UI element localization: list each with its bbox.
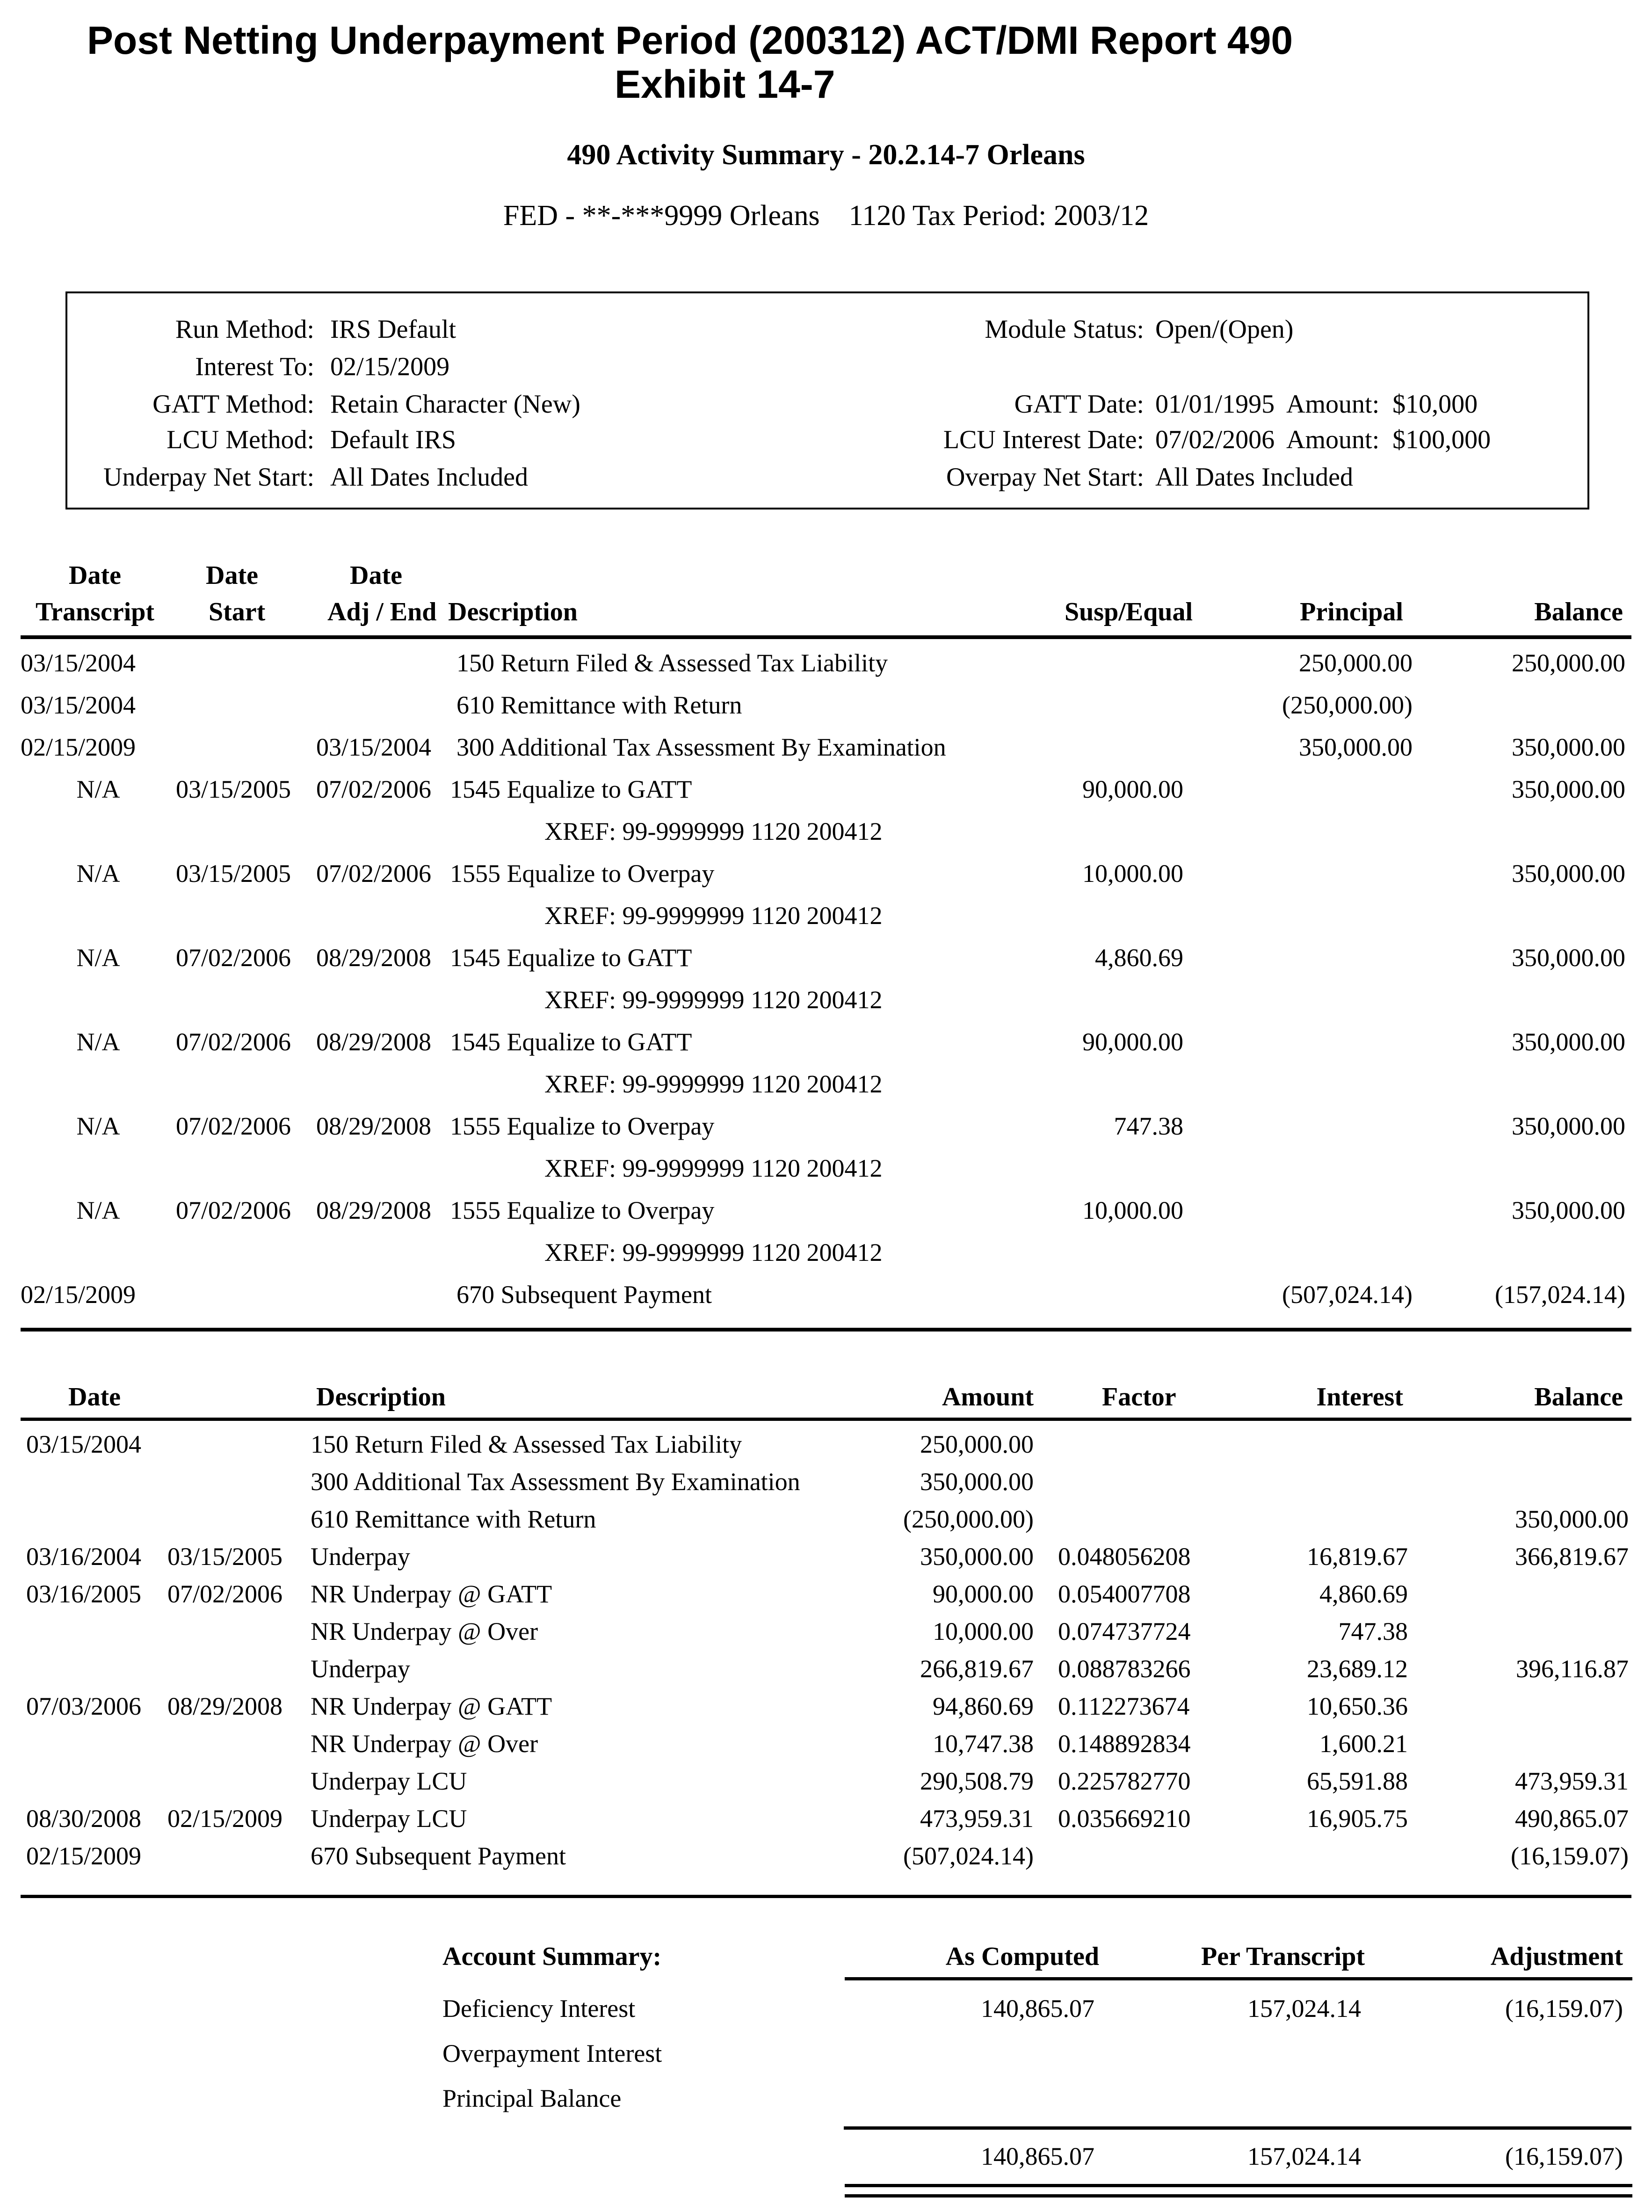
description: 610 Remittance with Return: [456, 691, 742, 719]
double-rule-bottom: [845, 2194, 1632, 2197]
date-from: 03/15/2004: [26, 1430, 142, 1458]
setting-value: Open/(Open): [1155, 315, 1294, 344]
col-balance: Balance: [1534, 1382, 1623, 1412]
summary-label: Principal Balance: [442, 2084, 622, 2112]
description: 300 Additional Tax Assessment By Examination: [311, 1468, 800, 1496]
balance: 350,000.00: [1515, 1505, 1629, 1533]
setting-value: All Dates Included: [330, 463, 528, 492]
description: Underpay: [311, 1655, 410, 1683]
interest: 65,591.88: [1307, 1767, 1408, 1795]
balance: 473,959.31: [1515, 1767, 1629, 1795]
col-susp-equal: Susp/Equal: [1065, 597, 1193, 626]
principal: (507,024.14): [1282, 1281, 1413, 1309]
description: 1555 Equalize to Overpay: [450, 1112, 715, 1140]
table-row: [0, 1654, 1652, 1692]
setting-label: GATT Method:: [152, 390, 314, 419]
summary-total-rule: [844, 2126, 1631, 2130]
interest-header-rule: [21, 1418, 1631, 1421]
setting-label: Run Method:: [175, 315, 314, 344]
description: NR Underpay @ GATT: [311, 1692, 552, 1720]
susp-equal: 90,000.00: [1082, 1028, 1183, 1056]
balance: 350,000.00: [1512, 733, 1625, 761]
col-principal: Principal: [1300, 597, 1403, 626]
susp-equal: 90,000.00: [1082, 775, 1183, 803]
table-row: [0, 1196, 1652, 1233]
date-transcript: 02/15/2009: [21, 733, 136, 761]
table-row: [0, 1542, 1652, 1579]
balance: (157,024.14): [1495, 1281, 1625, 1309]
interest-end-rule: [21, 1895, 1631, 1898]
description: 1545 Equalize to GATT: [450, 775, 692, 803]
description: 1555 Equalize to Overpay: [450, 1196, 715, 1224]
col-date: Date: [68, 1382, 121, 1412]
date-adj-end: 08/29/2008: [316, 1196, 432, 1224]
activity-summary-subtitle: 490 Activity Summary - 20.2.14-7 Orleans: [567, 139, 1085, 171]
summary-label: Overpayment Interest: [442, 2039, 662, 2067]
balance: 490,865.07: [1515, 1805, 1629, 1833]
susp-equal: 747.38: [1114, 1112, 1183, 1140]
col-adjustment: Adjustment: [1490, 1942, 1623, 1971]
xref-text: XREF: 99-9999999 1120 200412: [544, 1238, 883, 1266]
date-transcript: N/A: [76, 775, 120, 803]
table-row: [0, 775, 1652, 812]
total-adjustment: (16,159.07): [1505, 2142, 1623, 2170]
date-transcript: N/A: [76, 1112, 120, 1140]
xref-row: [0, 1070, 1652, 1107]
susp-equal: 10,000.00: [1082, 859, 1183, 888]
amount: (250,000.00): [903, 1505, 1034, 1533]
interest: 747.38: [1338, 1617, 1408, 1645]
date-transcript: N/A: [76, 1028, 120, 1056]
date-from: 08/30/2008: [26, 1805, 142, 1833]
description: NR Underpay @ Over: [311, 1730, 538, 1758]
balance: 350,000.00: [1512, 775, 1625, 803]
date-to: 03/15/2005: [167, 1543, 283, 1571]
table-row: [0, 1804, 1652, 1841]
col-per-transcript: Per Transcript: [1201, 1942, 1365, 1971]
amount: 250,000.00: [920, 1430, 1034, 1458]
date-start: 07/02/2006: [176, 944, 291, 972]
balance: 350,000.00: [1512, 1028, 1625, 1056]
date-adj-end: 03/15/2004: [316, 733, 432, 761]
balance: 396,116.87: [1516, 1655, 1629, 1683]
date-from: 03/16/2005: [26, 1580, 142, 1608]
description: Underpay LCU: [311, 1805, 467, 1833]
summary-header-rule: [845, 1977, 1632, 1980]
table-row: [0, 1579, 1652, 1617]
description: 670 Subsequent Payment: [456, 1281, 712, 1309]
balance: 350,000.00: [1512, 944, 1625, 972]
date-from: 03/16/2004: [26, 1543, 142, 1571]
col-date-adj-line2: Adj / End: [327, 597, 437, 626]
date-start: 03/15/2005: [176, 859, 291, 888]
table-row: [0, 1027, 1652, 1065]
date-adj-end: 08/29/2008: [316, 944, 432, 972]
factor: 0.225782770: [1058, 1767, 1191, 1795]
description: NR Underpay @ GATT: [311, 1580, 552, 1608]
balance: 250,000.00: [1512, 649, 1625, 677]
setting-value: All Dates Included: [1155, 463, 1353, 492]
table-row: [0, 859, 1652, 896]
xref-text: XREF: 99-9999999 1120 200412: [544, 902, 883, 930]
date-to: 08/29/2008: [167, 1692, 283, 1720]
table-row: [0, 943, 1652, 981]
table-row: [0, 1430, 1652, 1467]
description: 1555 Equalize to Overpay: [450, 859, 715, 888]
balance: 366,819.67: [1515, 1543, 1629, 1571]
description: 610 Remittance with Return: [311, 1505, 596, 1533]
description: 1545 Equalize to GATT: [450, 1028, 692, 1056]
exhibit-title: Exhibit 14-7: [615, 62, 835, 106]
xref-text: XREF: 99-9999999 1120 200412: [544, 986, 883, 1014]
description: 300 Additional Tax Assessment By Examination: [456, 733, 946, 761]
setting-label: LCU Method:: [167, 425, 314, 454]
date-start: 03/15/2005: [176, 775, 291, 803]
xref-text: XREF: 99-9999999 1120 200412: [544, 1154, 883, 1182]
amount: (507,024.14): [903, 1842, 1034, 1870]
date-transcript: 03/15/2004: [21, 649, 136, 677]
amount: 10,000.00: [933, 1617, 1034, 1645]
col-date-transcript-line2: Transcript: [35, 597, 155, 626]
table-row: [0, 1505, 1652, 1542]
table-row: [0, 1617, 1652, 1654]
principal: (250,000.00): [1282, 691, 1413, 719]
col-description: Description: [448, 597, 578, 626]
col-date-adj-line1: Date: [350, 561, 402, 590]
amount: 10,747.38: [933, 1730, 1034, 1758]
description: Underpay: [311, 1543, 410, 1571]
factor: 0.074737724: [1058, 1617, 1191, 1645]
date-transcript: 02/15/2009: [21, 1281, 136, 1309]
setting-label: LCU Interest Date:: [943, 425, 1144, 454]
principal: 250,000.00: [1299, 649, 1413, 677]
setting-value: IRS Default: [330, 315, 456, 344]
table-row: [0, 1467, 1652, 1505]
setting-value: 07/02/2006 Amount: $100,000: [1155, 425, 1491, 454]
date-transcript: N/A: [76, 1196, 120, 1224]
total-per-transcript: 157,024.14: [1247, 2142, 1361, 2170]
setting-label: Interest To:: [195, 352, 314, 381]
principal: 350,000.00: [1299, 733, 1413, 761]
interest: 1,600.21: [1319, 1730, 1408, 1758]
as-computed: 140,865.07: [981, 1994, 1094, 2023]
amount: 473,959.31: [920, 1805, 1034, 1833]
total-as-computed: 140,865.07: [981, 2142, 1094, 2170]
setting-value: 01/01/1995 Amount: $10,000: [1155, 390, 1478, 419]
activity-end-rule: [21, 1328, 1631, 1332]
balance: (16,159.07): [1511, 1842, 1629, 1870]
factor: 0.088783266: [1058, 1655, 1191, 1683]
double-rule-top: [845, 2184, 1632, 2187]
date-to: 02/15/2009: [167, 1805, 283, 1833]
date-transcript: 03/15/2004: [21, 691, 136, 719]
date-adj-end: 07/02/2006: [316, 775, 432, 803]
table-row: [0, 1692, 1652, 1729]
balance: 350,000.00: [1512, 1196, 1625, 1224]
xref-row: [0, 1154, 1652, 1191]
table-row: [0, 1112, 1652, 1149]
factor: 0.054007708: [1058, 1580, 1191, 1608]
xref-text: XREF: 99-9999999 1120 200412: [544, 1070, 883, 1098]
amount: 350,000.00: [920, 1468, 1034, 1496]
description: 150 Return Filed & Assessed Tax Liability: [311, 1430, 742, 1458]
setting-label: GATT Date:: [1014, 390, 1144, 419]
setting-label: Overpay Net Start:: [946, 463, 1144, 492]
xref-row: [0, 1238, 1652, 1275]
table-row: [0, 691, 1652, 728]
date-from: 02/15/2009: [26, 1842, 142, 1870]
entity-line: FED - **-***9999 Orleans 1120 Tax Period: 2003/12: [503, 200, 1149, 232]
setting-label: Module Status:: [985, 315, 1144, 344]
account-summary-title: Account Summary:: [442, 1942, 662, 1971]
setting-value: 02/15/2009: [330, 352, 450, 381]
amount: 94,860.69: [933, 1692, 1034, 1720]
col-date-start-line2: Start: [209, 597, 266, 626]
date-to: 07/02/2006: [167, 1580, 283, 1608]
col-factor: Factor: [1102, 1382, 1176, 1412]
amount: 90,000.00: [933, 1580, 1034, 1608]
report-title: Post Netting Underpayment Period (200312) ACT/DMI Report 490: [87, 18, 1293, 62]
description: 670 Subsequent Payment: [311, 1842, 566, 1870]
date-transcript: N/A: [76, 859, 120, 888]
factor: 0.035669210: [1058, 1805, 1191, 1833]
table-row: [0, 1280, 1652, 1317]
factor: 0.112273674: [1058, 1692, 1190, 1720]
xref-row: [0, 817, 1652, 854]
susp-equal: 10,000.00: [1082, 1196, 1183, 1224]
date-transcript: N/A: [76, 944, 120, 972]
interest: 23,689.12: [1307, 1655, 1408, 1683]
susp-equal: 4,860.69: [1095, 944, 1183, 972]
table-row: [0, 648, 1652, 686]
table-row: [0, 733, 1652, 770]
date-adj-end: 07/02/2006: [316, 859, 432, 888]
table-row: [0, 1841, 1652, 1879]
factor: 0.048056208: [1058, 1543, 1191, 1571]
xref-row: [0, 985, 1652, 1023]
setting-label: Underpay Net Start:: [103, 463, 314, 492]
xref-row: [0, 901, 1652, 939]
date-from: 07/03/2006: [26, 1692, 142, 1720]
description: Underpay LCU: [311, 1767, 467, 1795]
amount: 290,508.79: [920, 1767, 1034, 1795]
interest: 10,650.36: [1307, 1692, 1408, 1720]
date-start: 07/02/2006: [176, 1112, 291, 1140]
col-date-transcript-line1: Date: [69, 561, 121, 590]
balance: 350,000.00: [1512, 1112, 1625, 1140]
factor: 0.148892834: [1058, 1730, 1191, 1758]
col-as-computed: As Computed: [945, 1942, 1099, 1971]
table-row: [0, 1729, 1652, 1767]
col-date-start-line1: Date: [206, 561, 258, 590]
col-interest: Interest: [1316, 1382, 1403, 1412]
summary-label: Deficiency Interest: [442, 1994, 636, 2023]
xref-text: XREF: 99-9999999 1120 200412: [544, 817, 883, 845]
date-start: 07/02/2006: [176, 1028, 291, 1056]
interest: 16,819.67: [1307, 1543, 1408, 1571]
description: 1545 Equalize to GATT: [450, 944, 692, 972]
adjustment: (16,159.07): [1505, 1994, 1623, 2023]
description: NR Underpay @ Over: [311, 1617, 538, 1645]
interest: 16,905.75: [1307, 1805, 1408, 1833]
setting-value: Default IRS: [330, 425, 456, 454]
setting-value: Retain Character (New): [330, 390, 580, 419]
col-amount: Amount: [942, 1382, 1034, 1412]
amount: 266,819.67: [920, 1655, 1034, 1683]
col-balance: Balance: [1534, 597, 1623, 626]
date-adj-end: 08/29/2008: [316, 1028, 432, 1056]
per-transcript: 157,024.14: [1247, 1994, 1361, 2023]
interest: 4,860.69: [1319, 1580, 1408, 1608]
description: 150 Return Filed & Assessed Tax Liability: [456, 649, 888, 677]
date-adj-end: 08/29/2008: [316, 1112, 432, 1140]
col-description: Description: [316, 1382, 446, 1412]
date-start: 07/02/2006: [176, 1196, 291, 1224]
table-row: [0, 1767, 1652, 1804]
header-rule: [21, 635, 1631, 639]
balance: 350,000.00: [1512, 859, 1625, 888]
amount: 350,000.00: [920, 1543, 1034, 1571]
